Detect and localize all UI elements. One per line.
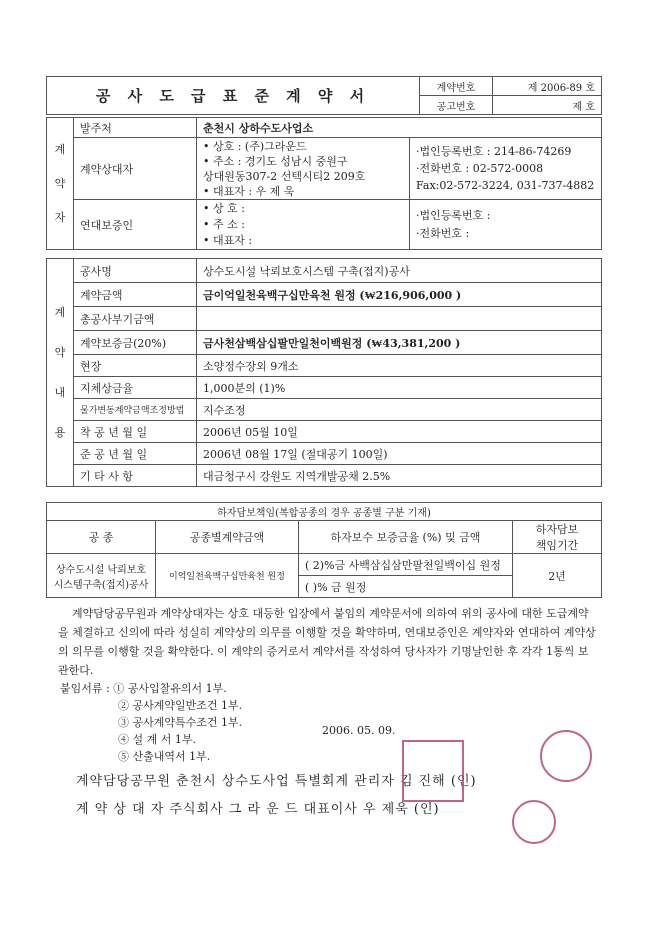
defect-amount: 이억일천육백구십만육천 원정 — [156, 554, 299, 598]
attachment-item: ② 공사계약일반조건 1부. — [118, 699, 243, 712]
defect-work: 상수도시설 낙뢰보호 시스템구축(접지)공사 — [47, 554, 156, 598]
attachment-item: ③ 공사계약특수조건 1부. — [118, 716, 243, 729]
notice-no-value: 제 호 — [493, 96, 602, 115]
row-value: 금이억일천육백구십만육천 원정 (₩216,906,000 ) — [197, 283, 602, 307]
contractor-seal — [540, 730, 592, 782]
body-text: 계약담당공무원과 계약상대자는 상호 대등한 입장에서 붙임의 계약문서에 의하여 위의 공사에 대한 도급계약을 체결하고 신의에 따라 성실히 계약상의 의무를 이행할 것을 확약하며, 연대보증인은 계약자와 연대하여 계약상의 의무를 이행할 것을 확약한다. 이 계약의 증거로서 계약서를 작성하여 당사자가 기명날인한 후 각각 1통씩 보관한다. — [58, 607, 596, 677]
section-parties: 계 약 자 — [47, 118, 74, 250]
defect-rate-1: ( 2)%금 사백삼십삼만팔천일백이십 원정 — [299, 554, 513, 576]
guarantor-representative: • 대표자 : — [203, 233, 253, 247]
contractor-label: 계약상대자 — [74, 138, 197, 200]
defect-table — [46, 502, 602, 598]
contents-table — [46, 258, 602, 487]
row-value: 대금청구시 강원도 지역개발공채 2.5% — [197, 465, 602, 487]
row-label: 계약보증금(20%) — [74, 331, 197, 355]
guarantor-company: • 상 호 : — [203, 201, 245, 215]
notice-no-label: 공고번호 — [420, 96, 493, 115]
contract-no-label: 계약번호 — [420, 77, 493, 96]
contract-table — [46, 117, 602, 250]
contractor-fax: Fax:02-572-3224, 031-737-4882 — [416, 179, 595, 192]
ordering-party-value: 춘천시 상하수도사업소 — [197, 118, 602, 138]
attachments — [60, 680, 242, 765]
defect-rate-2: ( )% 금 원정 — [299, 576, 513, 598]
row-value: 금사천삼백삼십팔만일천이백원정 (₩43,381,200 ) — [197, 331, 602, 355]
row-value: 2006년 08월 17일 (절대공기 100일) — [197, 443, 602, 465]
row-label: 계약금액 — [74, 283, 197, 307]
title-table — [46, 76, 602, 115]
contract-date: 2006. 05. 09. — [322, 724, 396, 737]
row-value — [197, 307, 602, 331]
row-label: 물가변동계약금액조정방법 — [74, 399, 197, 421]
attachment-item: ④ 설 계 서 1부. — [118, 733, 196, 746]
representative-seal — [512, 800, 556, 844]
row-label: 기 타 사 항 — [74, 465, 197, 487]
defect-title: 하자담보책임(복합공종의 경우 공종별 구분 기재) — [47, 503, 602, 521]
row-label: 지체상금율 — [74, 377, 197, 399]
signature-line-contractor: 계 약 상 대 자 주식회사 그 라 운 드 대표이사 우 제욱 (인) — [76, 802, 440, 817]
contractor-representative: • 대표자 : 우 제 욱 — [203, 184, 295, 198]
row-value: 1,000분의 (1)% — [197, 377, 602, 399]
document-title: 공 사 도 급 표 준 계 약 서 — [47, 77, 420, 115]
contractor-address1: • 주소 : 경기도 성남시 중원구 — [203, 154, 348, 168]
row-label: 현장 — [74, 355, 197, 377]
row-value: 2006년 05월 10일 — [197, 421, 602, 443]
guarantor-address: • 주 소 : — [203, 217, 245, 231]
contractor-company: • 상호 : (주)그라운드 — [203, 139, 307, 153]
row-label: 공사명 — [74, 259, 197, 283]
section-contents: 계 약 내 용 — [47, 259, 74, 487]
row-label: 준 공 년 월 일 — [74, 443, 197, 465]
defect-col-period: 하자담보 책임기간 — [513, 521, 602, 554]
row-label: 착 공 년 월 일 — [74, 421, 197, 443]
defect-col-rate: 하자보수 보증금율 (%) 및 금액 — [299, 521, 513, 554]
row-value: 소양정수장외 9개소 — [197, 355, 602, 377]
contract-no-value: 제 2006-89 호 — [493, 77, 602, 96]
row-value: 지수조정 — [197, 399, 602, 421]
attachment-item: 붙임서류 : ① 공사입찰유의서 1부. — [60, 682, 227, 695]
defect-col-work: 공 종 — [47, 521, 156, 554]
contractor-right — [410, 138, 602, 200]
defect-period: 2년 — [513, 554, 602, 598]
guarantor-biz-no: ·법인등록번호 : — [416, 208, 491, 222]
official-seal — [402, 740, 464, 802]
contractor-phone: ·전화번호 : 02-572-0008 — [416, 162, 544, 175]
guarantor-phone: ·전화번호 : — [416, 226, 470, 240]
row-label: 총공사부기금액 — [74, 307, 197, 331]
row-value: 상수도시설 낙뢰보호시스템 구축(접지)공사 — [197, 259, 602, 283]
signature-line-official: 계약담당공무원 춘천시 상수도사업 특별회계 관리자 김 진해 (인) — [76, 774, 477, 789]
attachment-item: ⑤ 산출내역서 1부. — [118, 750, 211, 763]
guarantor-left — [197, 200, 410, 250]
defect-col-amount: 공종별계약금액 — [156, 521, 299, 554]
contractor-biz-no: ·법인등록번호 : 214-86-74269 — [416, 145, 572, 158]
contractor-address2: 상대원동307-2 선텍시티2 209호 — [203, 169, 366, 183]
contractor-left — [197, 138, 410, 200]
guarantor-right — [410, 200, 602, 250]
guarantor-label: 연대보증인 — [74, 200, 197, 250]
ordering-party-label: 발주처 — [74, 118, 197, 138]
